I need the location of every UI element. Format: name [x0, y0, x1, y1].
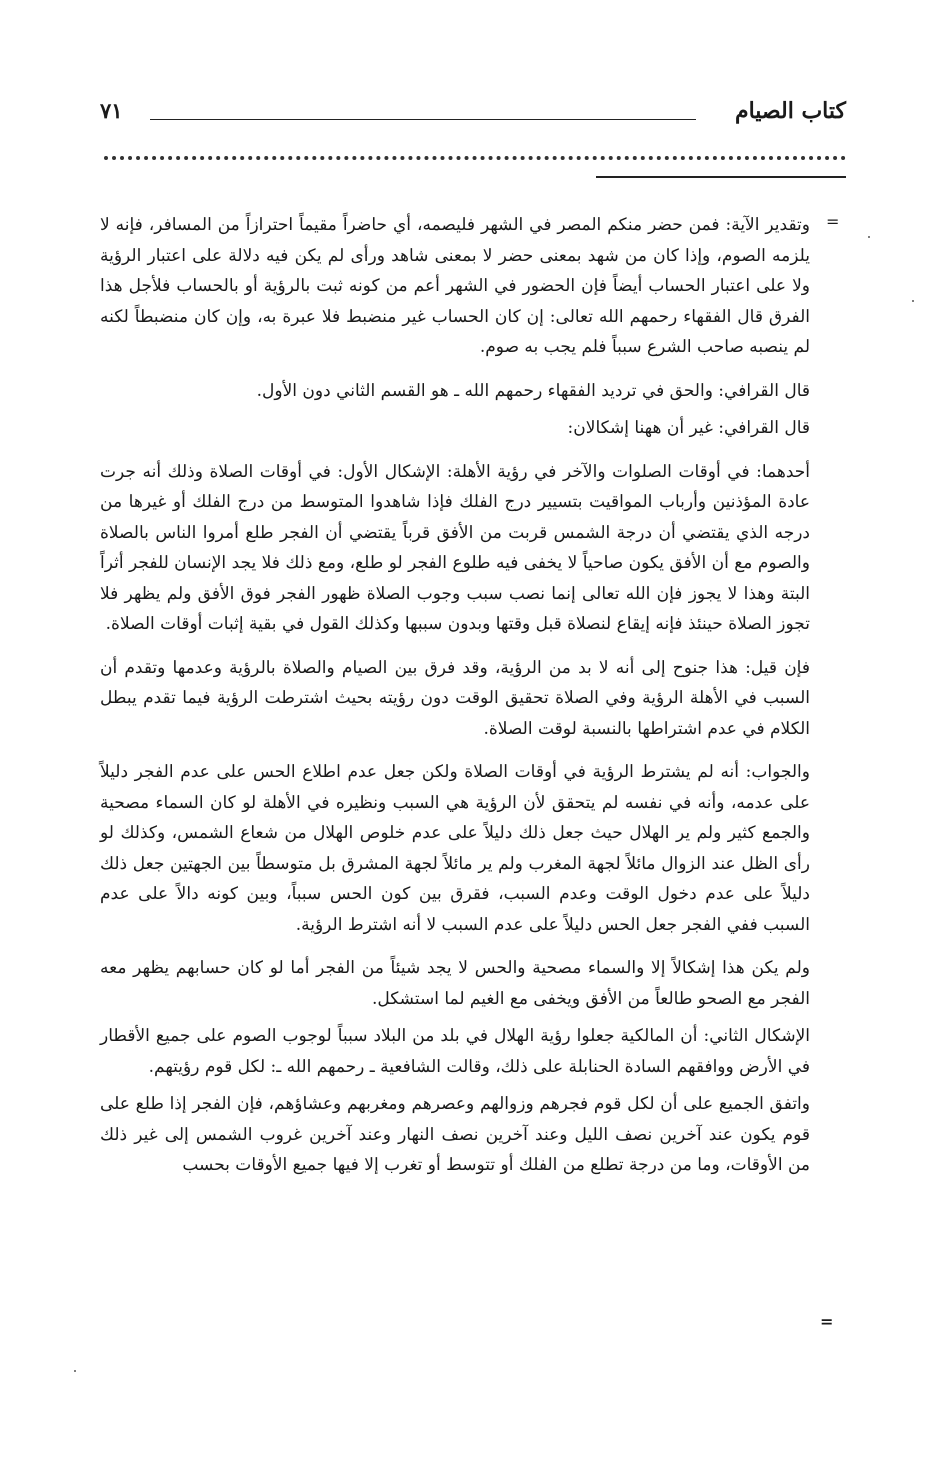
paragraph-second-problem: الإشكال الثاني: أن المالكية جعلوا رؤية الهلال في بلد من البلاد سبباً لوجوب الصوم على جميع الأقطار في الأرض ووافقهم السادة الحنابلة على ذلك، وقالت الشافعية ـ رحمهم الله ـ: لكل قوم رؤيتهم.	[100, 1026, 810, 1077]
paragraph-answer: والجواب: أنه لم يشترط الرؤية في أوقات الصلاة ولكن جعل عدم اطلاع الحس على عدم الفجر دليلاً على عدمه، وأنه في نفسه لم يتحقق لأن الرؤية هي السبب ونظيره في الأهلة لو كان السماء مصحية والجمع كثير ولم ير الهلال حيث جعل ذلك دليلاً على عدم خلوص الهلال من شعاع الشمس، وكذلك لو رأى الظل عند الزوال مائلاً لجهة المغرب ولم ير مائلاً لجهة المشرق بل متوسطاً بين الجهتين جعل ذلك دليلاً على عدم دخول الوقت وعدم السبب، فقرق بين كون الحس سبباً، وبين كونه دالاً على عدم السبب ففي الفجر جعل الحس دليلاً على عدم السبب لا أنه اشترط الرؤية.	[100, 762, 810, 935]
paragraph-qarafi-problems: قال القرافي: غير أن ههنا إشكالان:	[567, 418, 810, 438]
body-text	[100, 210, 810, 1188]
ink-dot	[912, 300, 914, 302]
paragraph-qarafi-truth: قال القرافي: والحق في ترديد الفقهاء رحمهم الله ـ هو القسم الثاني دون الأول.	[256, 380, 810, 401]
dotted-separator	[104, 156, 846, 160]
page-number: ٧١	[100, 98, 123, 123]
paragraph-clear-sky: ولم يكن هذا إشكالاً إلا والسماء مصحية والحس لا يجد شيئاً من الفجر أما لو كان حسابهم يظهر معه الفجر مع الصحو طالعاً من الأفق ويخفى مع الغيم لما استشكل.	[100, 958, 810, 1009]
continuation-mark: =	[826, 212, 840, 231]
ink-dot	[74, 1370, 76, 1372]
paragraph-objection: فإن قيل: هذا جنوح إلى أنه لا بد من الرؤية، وقد فرق بين الصيام والصلاة بالرؤية وعدمها وتقدم أن السبب في الأهلة الرؤية وفي الصلاة تحقيق الوقت دون رؤيته بحيث اشترطت الرؤية فيما تقدم يبطل الكلام في عدم اشتراطها بالنسبة لوقت الصلاة.	[100, 657, 810, 739]
book-title: كتاب الصيام	[734, 98, 846, 124]
paragraph-first-problem: أحدهما: في أوقات الصلوات والآخر في رؤية الأهلة: الإشكال الأول: في أوقات الصلاة وذلك أنه جرت عادة المؤذنين وأرباب المواقيت بتسيير درج الفلك فإذا شاهدوا المتوسط من درج الفلك أو غيرها من درجه الذي يقتضي أن درجة الشمس قربت من الأفق قرباً يقتضي أن الفجر طلع أمروا الناس بالصلاة والصوم مع أن الأفق يكون صاحياً لا يخفى فيه طلوع الفجر لو طلع، ومع ذلك فلا يجد الإنسان للفجر أثراً البتة وهذا لا يجوز فإن الله تعالى إنما نصب سبب وجوب الصلاة ظهور الفجر فوق الأفق ولم يظهر فلا تجوز الصلاة حينئذ فإنه إيقاع لنصلاة قبل وقتها وبدون سببها وكذلك القول في بقية إثبات أوقات الصلاة.	[100, 461, 810, 634]
header-rule	[150, 119, 696, 120]
paragraph-agreement: واتفق الجميع على أن لكل قوم فجرهم وزوالهم وعصرهم ومغربهم وعشاؤهم، فإن الفجر إذا طلع على قوم يكون عند آخرين نصف الليل وعند آخرين نصف النهار وعند آخرين غروب الشمس إلى غير ذلك من الأوقات، وما من درجة تطلع من الفلك أو تتوسط أو تغرب إلا فيها جميع الأوقات بحسب	[100, 1094, 810, 1175]
ink-dot	[868, 236, 870, 238]
end-continuation-mark: =	[820, 1312, 834, 1331]
running-header	[100, 98, 846, 132]
paragraph-verse-interpretation: وتقدير الآية: فمن حضر منكم المصر في الشهر فليصمه، أي حاضراً مقيماً احترازاً من المسافر، فإنه لا يلزمه الصوم، وإذا كان من شهد بمعنى حضر لا بمعنى شاهد ورأى لم يكن فيه دلالة على اعتبار الرؤية ولا على اعتبار الحساب أيضاً فإن الحضور في الشهر أعم من كونه ثبت بالرؤية أو بالحساب فلأجل هذا الفرق قال الفقهاء رحمهم الله تعالى: إن كان الحساب غير منضبط فلا عبرة به، وإن كان منضبطاً لكنه لم ينصبه صاحب الشرع سبباً فلم يجب به صوم.	[100, 215, 811, 357]
section-rule	[596, 176, 846, 178]
